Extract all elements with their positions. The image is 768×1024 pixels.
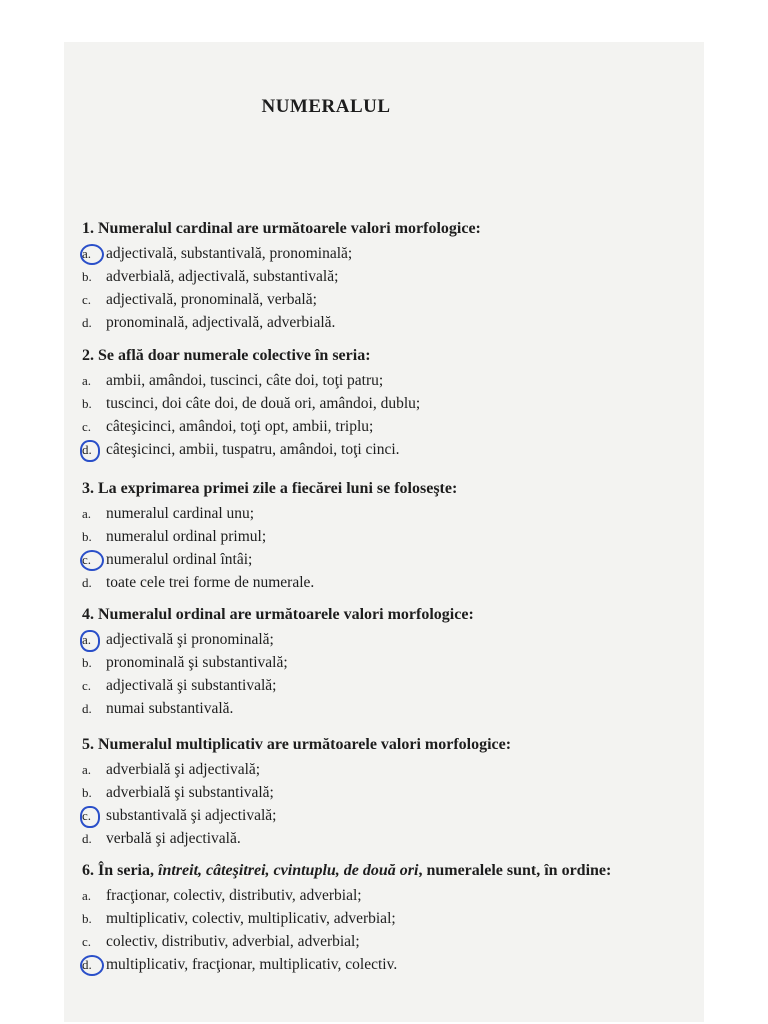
option-letter: d.: [82, 315, 92, 330]
answer-circle-mark: [80, 550, 104, 571]
option-text: adjectivală şi substantivală;: [106, 677, 277, 694]
option-d: [82, 571, 642, 594]
answer-circle-mark: [80, 806, 100, 828]
option-text: numeralul cardinal unu;: [106, 505, 255, 522]
option-letter: b.: [82, 911, 92, 926]
option-b: [82, 781, 642, 804]
option-c: [82, 804, 642, 827]
question-1-title: [82, 218, 642, 240]
option-text: multiplicativ, fracţionar, multiplicativ, colectiv.: [106, 956, 398, 973]
option-text: adverbială şi adjectivală;: [106, 761, 261, 778]
question-text: Numeralul ordinal are următoarele valori morfologice:: [98, 606, 474, 623]
option-letter: a.: [82, 373, 92, 388]
question-text: La exprimarea primei zile a fiecărei luni se foloseşte:: [98, 480, 458, 497]
option-text: ambii, amândoi, tuscinci, câte doi, toţi patru;: [106, 372, 384, 389]
question-number: 5.: [82, 736, 94, 753]
question-text-suffix: , numeralele sunt, în ordine:: [418, 862, 612, 879]
option-letter: c.: [82, 934, 92, 949]
question-2-title: [82, 345, 642, 367]
question-number: 3.: [82, 480, 94, 497]
option-a: [82, 502, 642, 525]
option-letter: d.: [82, 701, 92, 716]
option-d: [82, 438, 642, 461]
option-a: [82, 628, 642, 651]
option-letter: a.: [82, 242, 106, 265]
answer-circle-mark: [80, 630, 100, 652]
question-4-title: [82, 604, 642, 626]
option-text: tuscinci, doi câte doi, de două ori, amândoi, dublu;: [106, 395, 421, 412]
option-text: adverbială, adjectivală, substantivală;: [106, 268, 339, 285]
option-letter: b.: [82, 269, 92, 284]
option-letter: b.: [82, 529, 92, 544]
option-text: pronominală, adjectivală, adverbială.: [106, 314, 336, 331]
option-letter: d.: [82, 831, 92, 846]
option-letter: c.: [82, 419, 92, 434]
option-c: [82, 548, 642, 571]
option-text: fracţionar, colectiv, distributiv, adverbial;: [106, 887, 362, 904]
option-text: câteşicinci, amândoi, toţi opt, ambii, triplu;: [106, 418, 374, 435]
option-text: colectiv, distributiv, adverbial, adverbial;: [106, 933, 360, 950]
option-b: [82, 525, 642, 548]
option-text: multiplicativ, colectiv, multiplicativ, adverbial;: [106, 910, 396, 927]
question-5: [82, 734, 642, 850]
option-letter: d.: [82, 438, 106, 461]
option-letter: a.: [82, 888, 92, 903]
question-6-title: [82, 860, 642, 882]
option-text: pronominală şi substantivală;: [106, 654, 288, 671]
option-a: [82, 242, 642, 265]
option-d: [82, 953, 642, 976]
option-text: adjectivală, pronominală, verbală;: [106, 291, 317, 308]
question-text: Numeralul multiplicativ are următoarele valori morfologice:: [98, 736, 512, 753]
question-number: 2.: [82, 347, 94, 364]
option-a: [82, 758, 642, 781]
option-c: [82, 930, 642, 953]
question-number: 1.: [82, 220, 94, 237]
question-text: Numeralul cardinal are următoarele valori morfologice:: [98, 220, 481, 237]
question-5-title: [82, 734, 642, 756]
question-number: 6.: [82, 862, 94, 879]
question-1: [82, 218, 642, 334]
option-letter: c.: [82, 678, 92, 693]
question-text-italic: întreit, câteşitrei, cvintuplu, de două ori: [158, 862, 419, 879]
option-text: numeralul ordinal primul;: [106, 528, 267, 545]
answer-circle-mark: [80, 955, 104, 976]
option-a: [82, 884, 642, 907]
question-number: 4.: [82, 606, 94, 623]
option-letter: c.: [82, 804, 106, 827]
option-letter: d.: [82, 953, 106, 976]
option-a: [82, 369, 642, 392]
option-text: câteşicinci, ambii, tuspatru, amândoi, toţi cinci.: [106, 441, 400, 458]
option-letter: a.: [82, 762, 92, 777]
option-c: [82, 415, 642, 438]
option-b: [82, 651, 642, 674]
option-letter: d.: [82, 575, 92, 590]
option-d: [82, 827, 642, 850]
option-c: [82, 674, 642, 697]
question-6: [82, 860, 642, 976]
option-text: numai substantivală.: [106, 700, 234, 717]
option-c: [82, 288, 642, 311]
question-text-prefix: În seria,: [98, 862, 158, 879]
option-text: adjectivală şi pronominală;: [106, 631, 274, 648]
option-letter: a.: [82, 628, 106, 651]
page-title: NUMERALUL: [261, 96, 391, 117]
question-3-title: [82, 478, 642, 500]
option-b: [82, 392, 642, 415]
option-text: adverbială şi substantivală;: [106, 784, 274, 801]
option-letter: c.: [82, 548, 106, 571]
option-text: adjectivală, substantivală, pronominală;: [106, 245, 353, 262]
option-b: [82, 907, 642, 930]
answer-circle-mark: [80, 244, 104, 265]
option-letter: b.: [82, 655, 92, 670]
option-letter: b.: [82, 396, 92, 411]
option-text: toate cele trei forme de numerale.: [106, 574, 315, 591]
question-2: [82, 345, 642, 461]
option-b: [82, 265, 642, 288]
option-letter: c.: [82, 292, 92, 307]
option-text: numeralul ordinal întâi;: [106, 551, 253, 568]
option-text: substantivală şi adjectivală;: [106, 807, 277, 824]
option-letter: b.: [82, 785, 92, 800]
answer-circle-mark: [80, 440, 100, 462]
option-letter: a.: [82, 506, 92, 521]
question-4: [82, 604, 642, 720]
option-d: [82, 697, 642, 720]
option-d: [82, 311, 642, 334]
question-3: [82, 478, 642, 594]
option-text: verbală şi adjectivală.: [106, 830, 241, 847]
question-text: Se află doar numerale colective în seria:: [98, 347, 371, 364]
